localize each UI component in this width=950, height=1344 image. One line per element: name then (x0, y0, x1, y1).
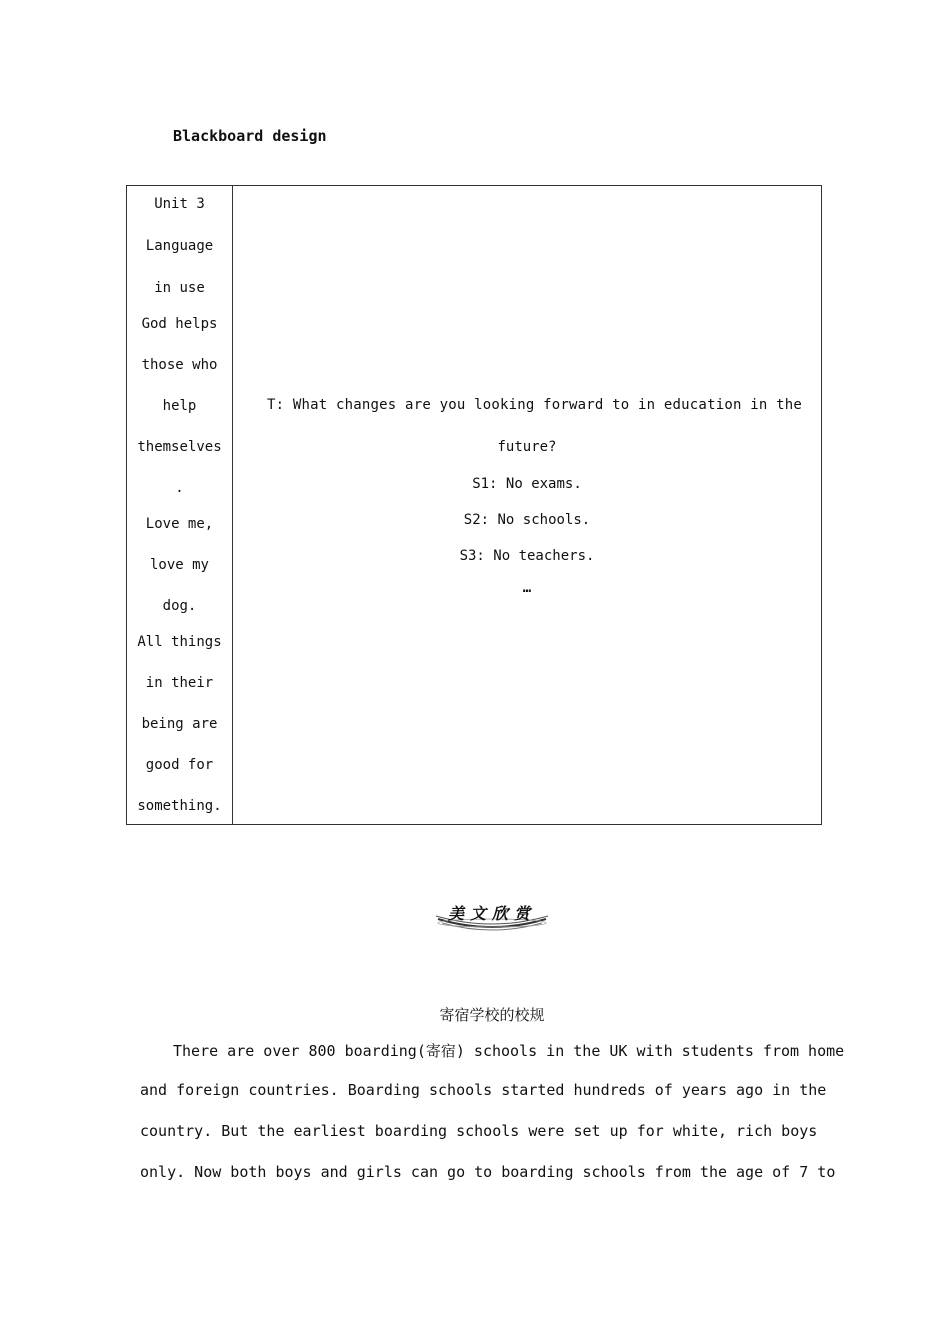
left-line: something. (137, 798, 222, 814)
left-line: themselves (137, 439, 222, 455)
student-answer: S1: No exams. (472, 476, 582, 492)
left-line: All things (137, 634, 222, 650)
left-line: God helps (141, 316, 218, 332)
left-line: in their (145, 675, 214, 691)
article-emblem (434, 899, 550, 931)
paragraph-line: only. Now both boys and girls can go to boarding schools from the age of 7 to (140, 1163, 836, 1181)
left-line: Unit 3 (154, 196, 205, 212)
student-answer: S2: No schools. (463, 512, 591, 528)
left-line: dog. (162, 598, 197, 614)
left-line: . (175, 480, 184, 496)
left-line: in use (154, 280, 205, 296)
student-answer: S3: No teachers. (459, 548, 595, 564)
paragraph-line: and foreign countries. Boarding schools started hundreds of years ago in the (140, 1081, 827, 1099)
blackboard-right-column (233, 186, 821, 824)
section-title: Blackboard design (173, 127, 327, 145)
left-line: good for (145, 757, 214, 773)
left-line: Love me, (145, 516, 214, 532)
left-line: help (162, 398, 197, 414)
ellipsis: … (522, 580, 532, 596)
emblem-label: 美文欣赏 (447, 904, 536, 923)
blackboard-table (126, 185, 822, 825)
left-line: love my (149, 557, 209, 573)
left-line: being are (141, 716, 218, 732)
blackboard-left-column (127, 186, 233, 824)
left-line: Language (145, 238, 214, 254)
teacher-question-line-cont: future? (497, 439, 557, 455)
teacher-question-line: T: What changes are you looking forward to in education in the (267, 397, 802, 413)
left-line: those who (141, 357, 218, 373)
paragraph-line: country. But the earliest boarding schools were set up for white, rich boys (140, 1122, 818, 1140)
paragraph-line: There are over 800 boarding(寄宿) schools in the UK with students from home (173, 1042, 845, 1060)
article-title: 寄宿学校的校规 (439, 1006, 545, 1024)
